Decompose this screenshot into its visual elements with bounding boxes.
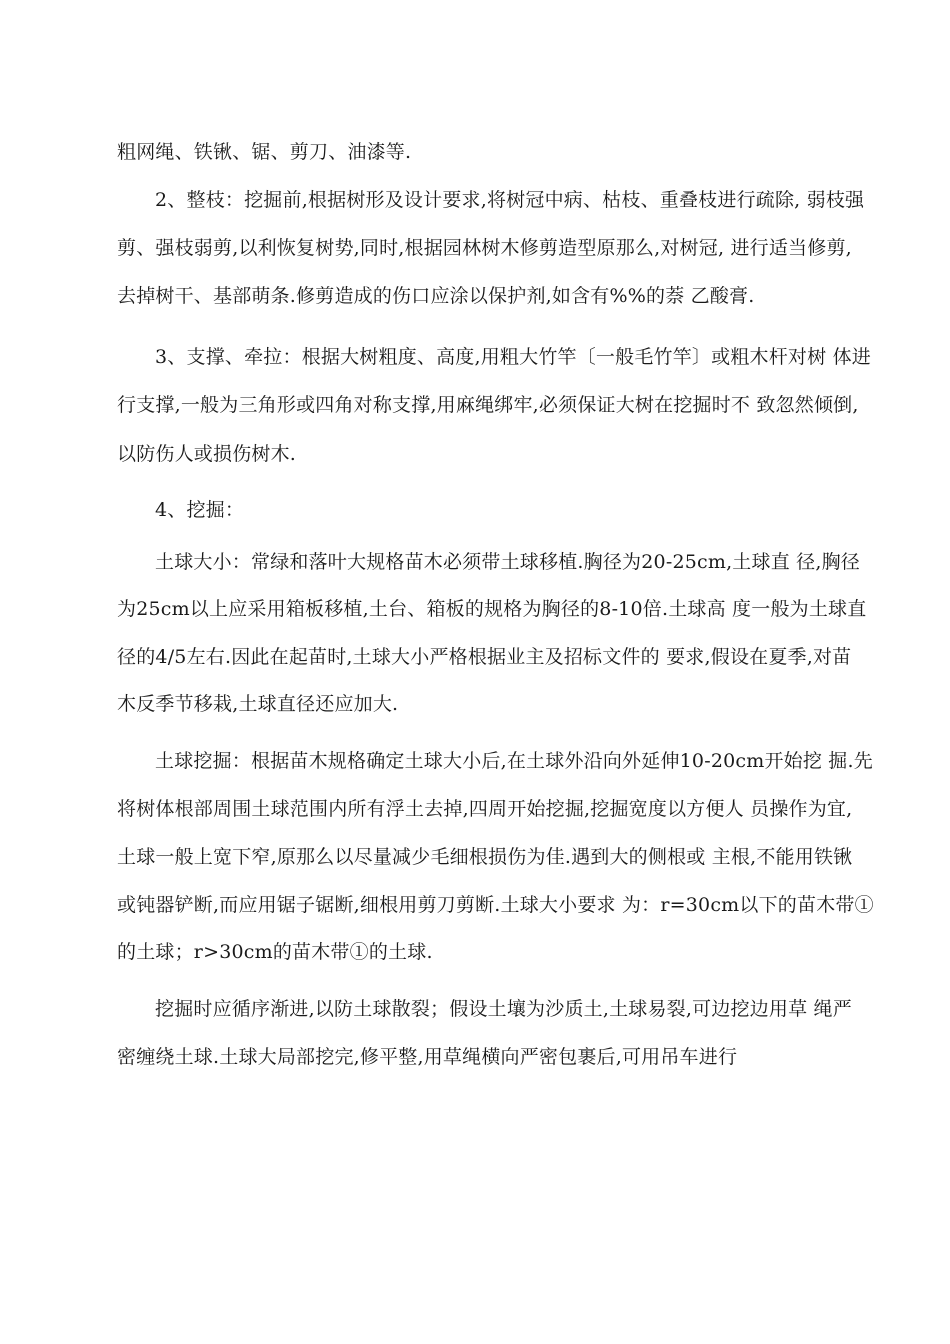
text-line: 为25cm以上应采用箱板移植,土台、箱板的规格为胸径的8-10倍.土球高 度一般为土球直: [117, 598, 867, 620]
text-line: 以防伤人或损伤树木.: [117, 443, 297, 465]
text-line: 木反季节移栽,土球直径还应加大.: [117, 693, 399, 715]
paragraph-digging-order: 挖掘时应循序渐进,以防土球散裂；假设土壤为沙质土,土球易裂,可边挖边用草 绳严: [155, 998, 852, 1020]
paragraph-soil-ball-digging: 土球挖掘：根据苗木规格确定土球大小后,在土球外沿向外延伸10-20cm开始挖 掘.先: [155, 750, 873, 772]
text-line: 密缠绕土球.土球大局部挖完,修平整,用草绳横向严密包裹后,可用吊车进行: [117, 1046, 738, 1068]
text-line: 行支撑,一般为三角形或四角对称支撑,用麻绳绑牢,必须保证大树在挖掘时不 致忽然倾倒,: [117, 394, 859, 416]
text-line: 粗网绳、铁锹、锯、剪刀、油漆等.: [117, 141, 412, 163]
text-line: 径的4/5左右.因此在起苗时,土球大小严格根据业主及招标文件的 要求,假设在夏季,对苗: [117, 646, 852, 668]
paragraph-support: 3、支撑、牵拉：根据大树粗度、高度,用粗大竹竿〔一般毛竹竿〕或粗木杆对树 体进: [155, 346, 871, 368]
text-line: 土球一般上宽下窄,原那么以尽量减少毛细根损伤为佳.遇到大的侧根或 主根,不能用铁锹: [117, 846, 853, 868]
text-line: 去掉树干、基部萌条.修剪造成的伤口应涂以保护剂,如含有%%的萘 乙酸膏.: [117, 285, 755, 307]
section-heading-digging: 4、挖掘：: [155, 499, 245, 521]
paragraph-soil-ball-size: 土球大小：常绿和落叶大规格苗木必须带土球移植.胸径为20-25cm,土球直 径,胸径: [155, 551, 860, 573]
text-line: 将树体根部周围土球范围内所有浮土去掉,四周开始挖掘,挖掘宽度以方便人 员操作为宜,: [117, 798, 853, 820]
text-line: 剪、强枝弱剪,以利恢复树势,同时,根据园林树木修剪造型原那么,对树冠, 进行适当修剪,: [117, 237, 852, 259]
paragraph-pruning: 2、整枝：挖掘前,根据树形及设计要求,将树冠中病、枯枝、重叠枝进行疏除, 弱枝强: [155, 189, 865, 211]
text-line: 的土球；r>30cm的苗木带①的土球.: [117, 941, 433, 963]
text-line: 或钝器铲断,而应用锯子锯断,细根用剪刀剪断.土球大小要求 为：r=30cm以下的苗木带①: [117, 894, 874, 916]
